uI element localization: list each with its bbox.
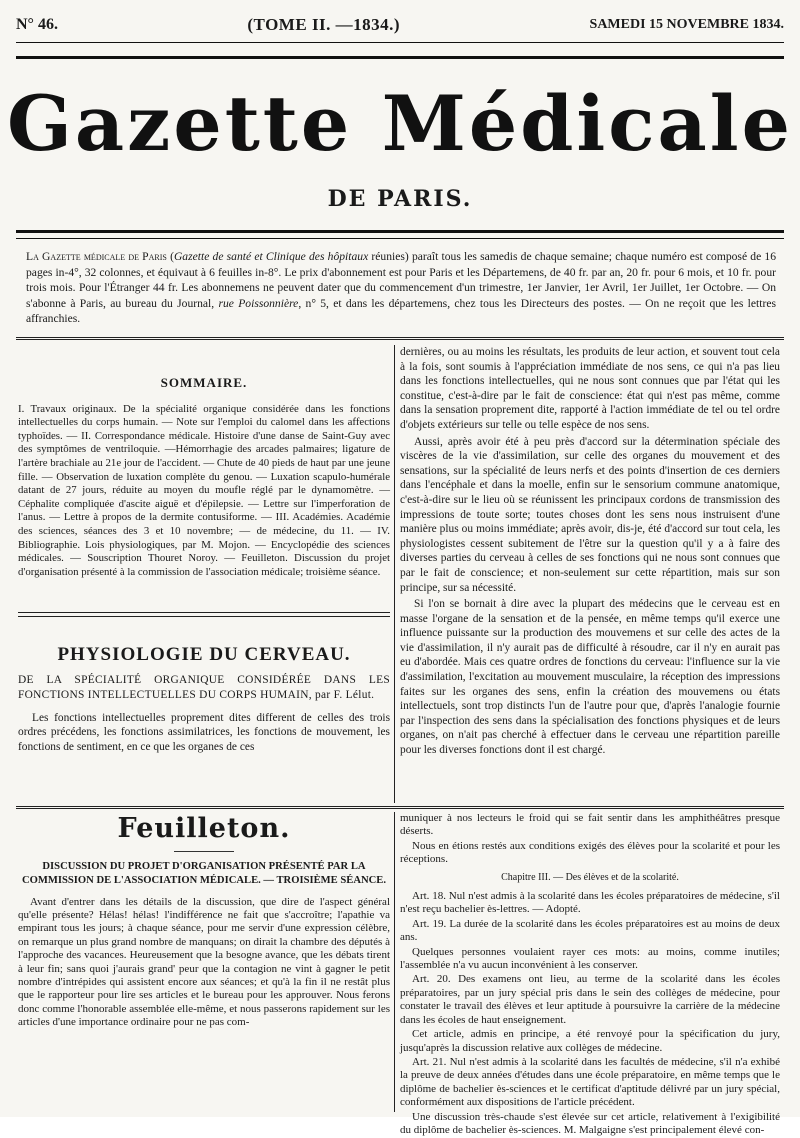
issue-number: N° 46.	[16, 16, 58, 33]
article-21: Art. 21. Nul n'est admis à la scolarité dans les facultés de médecine, s'il n'a exhibé la preuve de deux années d'études dans une école préparatoire, en même temps que le diplôme de bachelier ès-sciences et le certificat d'aptitude délivré par un jury spécial, conformément aux dispositions de l'article précédent.	[400, 1055, 780, 1109]
title-rule-thick	[16, 230, 784, 233]
article-20: Art. 20. Des examens ont lieu, au terme de la scolarité dans les écoles préparatoires, par un jury spécial pris dans le sein des collèges de médecine, pour constater le travail des élèves et leur aptitude à poursuivre la carrière de la médecine dans les écoles de haut enseignement.	[400, 973, 780, 1026]
physiologie-subtitle: DE LA SPÉCIALITÉ ORGANIQUE CONSIDÉRÉE DANS LES FONCTIONS INTELLECTUELLES DU CORPS HUMAIN,	[18, 673, 390, 701]
feuilleton-right-intro-1: muniquer à nos lecteurs le froid qui se fait sentir dans les amphithéâtres presque déserts.	[400, 812, 780, 838]
intro-italic-name: Gazette de santé et Clinique des hôpitaux	[173, 250, 369, 263]
feuilleton-small-rule	[174, 851, 234, 852]
right-para-1: dernières, ou au moins les résultats, les produits de leur action, et souvent tout cela à la fois, sont soumis à l'appréciation immédiate de nos sens, ce qui n'a pas lieu dans les fonctions intellectuelles, qui ne nous sont connues que par l'état qui les constitue, c'est-à-dire par le fait de conscience: état qui n'est pas même, comme dans la sensation proprement dite, rapporté à l'action immédiate de tel ou tel ordre d'objets extérieurs sur telle ou telle espèce de nos sens.	[400, 346, 780, 431]
sommaire-body: I. Travaux originaux. De la spécialité organique considérée dans les fonctions intellectuelles du corps humain. — Note sur l'emploi du calomel dans les affections typhoïdes. — II. Correspondance médicale. Histoire d'une danse de Saint-Guy avec des symptômes de ventriloquie. —Hémorrhagie des arcades palmaires; ligature de l'artère brachiale au 21e jour de l'accident. — Chute de 40 pieds de haut par une jeune fille. — Observation de luxation complète du genou. — Luxation scapulo-humérale datant de 27 jours, réduite au moyen du moufle réglé par le dynamomètre. — Céphalite compliquée d'ascite aiguë et d'épilepsie. — Lettre sur l'imperforation de l'anus. — Lettre à propos de la dermite contusiforme. — III. Académies. Académie des sciences, séances des 3 et 10 novembre; — de médecine, du 11. — IV. Bibliographie. Lois physiologiques, par M. Mojon. — Encyclopédie des sciences médicales. — Souscription Thouret Noroy. — Feuilleton. Discussion du projet d'organisation présenté à la commission de l'association médicale; troisième séance.	[18, 402, 390, 578]
intro-text-1: réunies) paraît tous les samedis de chaque semaine; chaque numéro est composé de 16 pages in-4°, 32 colonnes, et équivaut à 6 feuilles in-8°. Le prix d'abonnement est pour Paris et les Départemens, de 40 fr. par an, 20 fr. pour 6 mois, et 10 fr. pour trois mois. Pour l'Étranger 44 fr. Les abonnemens ne peuvent dater que du commencement d'un trimestre, 1er Janvier, 1er Avril, 1er Juillet, 1er Octobre. — On s'abonne à Paris, au bureau du Journal,	[26, 250, 777, 310]
intro-lead: La Gazette médicale de Paris	[26, 250, 167, 263]
para-cet-article: Cet article, admis en principe, a été renvoyé pour la spécification du jury, jusqu'après la discussion relative aux collèges de médecine.	[400, 1028, 780, 1054]
feuilleton-right-intro-2: Nous en étions restés aux conditions exigés des élèves pour la scolarité et pour les réceptions.	[400, 839, 780, 866]
feuilleton-top-rule	[16, 806, 784, 809]
title-rule-thin	[16, 238, 784, 239]
newspaper-subtitle: DE PARIS.	[327, 186, 473, 212]
physiologie-author: par F. Lélut.	[311, 688, 375, 701]
feuilleton-title: Feuilleton.	[117, 813, 291, 844]
header-rule-thick	[16, 56, 784, 59]
right-column-upper	[400, 345, 780, 760]
chapter-heading: Chapitre III. — Des élèves et de la scolarité.	[501, 871, 679, 883]
sommaire-title: SOMMAIRE.	[160, 375, 248, 390]
article-18: Art. 18. Nul n'est admis à la scolarité dans les écoles préparatoires de médecine, s'il n'est reçu bachelier ès-lettres. — Adopté.	[400, 890, 780, 916]
column-divider-lower	[394, 812, 395, 1112]
feuilleton-right-column	[400, 812, 780, 1138]
physiologie-subtitle-block	[18, 673, 390, 703]
physiologie-article	[18, 640, 390, 756]
feuilleton-left-column	[18, 813, 390, 1031]
masthead-top-line	[16, 14, 784, 36]
sommaire-bottom-rule-1	[18, 612, 390, 613]
physiologie-title: PHYSIOLOGIE DU CERVEAU.	[57, 644, 351, 665]
right-para-2: Aussi, après avoir été à peu près d'accord sur la détermination spéciale des viscères de la vie d'assimilation, sur celle des organes du mouvement et des sensations, sur la spécialité de leurs nerfs et des points d'insertion de ces derniers dans l'encéphale et dans la moelle, enfin sur le sensorium commune anatomique, c'est-à-dire sur le lieu où se réunissent les principaux cordons de transmission des impressions de toute sorte; toutes choses dont les sens nous instruisent d'une manière plus ou moins immédiate; après avoir, dis-je, été d'accord sur tout cela, les physiologistes cessent subitement de l'être sur la question qu'il y a à faire des diverses parties du cerveau à celles de ses fonctions qui ne nous sont connues que par le fait de conscience; et non-seulement sur cette répartition, mais sur son principe, sur sa nécessité.	[400, 435, 780, 594]
left-column-upper	[18, 348, 390, 579]
physiologie-para-1: Les fonctions intellectuelles proprement dites different de celles des trois ordres précédens, les fonctions assimilatrices, les fonctions de mouvement, les fonctions de sentiment, en ce que les organes de ces	[18, 711, 390, 753]
para-quelques: Quelques personnes voulaient rayer ces mots: au moins, comme inutiles; l'assemblée n'a vu aucun inconvénient à les conserver.	[400, 945, 780, 972]
intro-bottom-rule	[16, 337, 784, 340]
right-para-3: Si l'on se bornait à dire avec la plupart des médecins que le cerveau est en masse l'organe de la sensation et de la pensée, en même temps qu'il exerce une influence puissante sur la production des mouvemens et sur celle des actes de la vie d'assimilation, il n'y aurait pas de difficulté à résoudre, car il n'y en aurait pas eu d'abordée. Mais ces quatre ordres de fonctions du cerveau: l'influence sur la vie d'assimilation, l'excitation au mouvement musculaire, la réception des impressions faites sur les organes des sens, enfin la création des mouvemens ou états intellectuels, sont trop distincts l'un de l'autre pour que, d'après l'analogie fournie par l'inspection des sens dans la spécialisation des fonctions physiques et de leurs organes, on n'ait pas cherché à effectuer dans le cerveau une répartition pareille pour les diverses fonctions dont il est chargé.	[400, 598, 780, 757]
issue-date: SAMEDI 15 NOVEMBRE 1834.	[589, 17, 784, 32]
newspaper-title: Gazette Médicale	[7, 79, 793, 168]
header-rule-thin	[16, 42, 784, 43]
intro-text-2: , n° 5, et dans les départemens, chez tous les Directeurs des postes. — On ne reçoit que les lettres affranchies.	[26, 296, 776, 325]
article-19: Art. 19. La durée de la scolarité dans les écoles préparatoires est au moins de deux ans.	[400, 917, 780, 944]
para-une-discussion: Une discussion très-chaude s'est élevée sur cet article, relativement à l'exigibilité du diplôme de bachelier ès-sciences. M. Malgaigne s'est principalement élevé con-	[400, 1110, 780, 1136]
tome-year: (TOME II. —1834.)	[247, 15, 401, 34]
feuilleton-left-text-block	[18, 896, 390, 1030]
feuilleton-left-text: Avant d'entrer dans les détails de la discussion, que dire de l'aspect général qu'elle présente? Hélas! hélas! l'indifférence ne fait que s'accroître; l'apathie va empirant tous les jours; à chaque séance, pour me servir d'une expression célèbre, on remarque un plus grand nombre de manquans; on dirait la chambre des députés à l'approche des vacances. Heureusement que la besogne avance, que les débats tirent à leur fin; sans quoi j'aurais grand' peur que la contagion ne vint à gagner le petit nombre d'intrépides qui assistent encore aux séances; et qu'à la fin il ne restât plus que le rapporteur pour lire ses articles et le bureau pour les approuver. Nous ferons donc comme l'honorable assemblée elle-même, et nous passerons rapidement sur les articles d'une importance ordinaire pour ne pas com-	[18, 895, 390, 1029]
column-divider-upper	[394, 345, 395, 803]
discussion-title: DISCUSSION DU PROJET D'ORGANISATION PRÉSENTÉ PAR LA COMMISSION DE L'ASSOCIATION MÉDICALE. — TROISIÈME SÉANCE.	[22, 860, 386, 886]
intro-street: rue Poissonnière	[218, 296, 299, 310]
subscription-notice: La Gazette médicale de Paris (Gazette de santé et Clinique des hôpitaux réunies) paraît tous les samedis de chaque semaine; chaque numéro est composé de 16 pages in-4°, 32 colonnes, et équivaut à 6 feuilles in-8°. Le prix d'abonnement est pour Paris et les Départemens, de 40 fr. par an, 20 fr. pour 6 mois, et 10 fr. pour trois mois. Pour l'Étranger 44 fr. Les abonnemens ne peuvent dater que du commencement d'un trimestre, 1er Janvier, 1er Avril, 1er Juillet, 1er Octobre. — On s'abonne à Paris, au bureau du Journal, rue Poissonnière, n° 5, et dans les départemens, chez tous les Directeurs des postes. — On ne reçoit que les lettres affranchies.	[26, 250, 777, 325]
sommaire-bottom-rule-2	[18, 616, 390, 617]
